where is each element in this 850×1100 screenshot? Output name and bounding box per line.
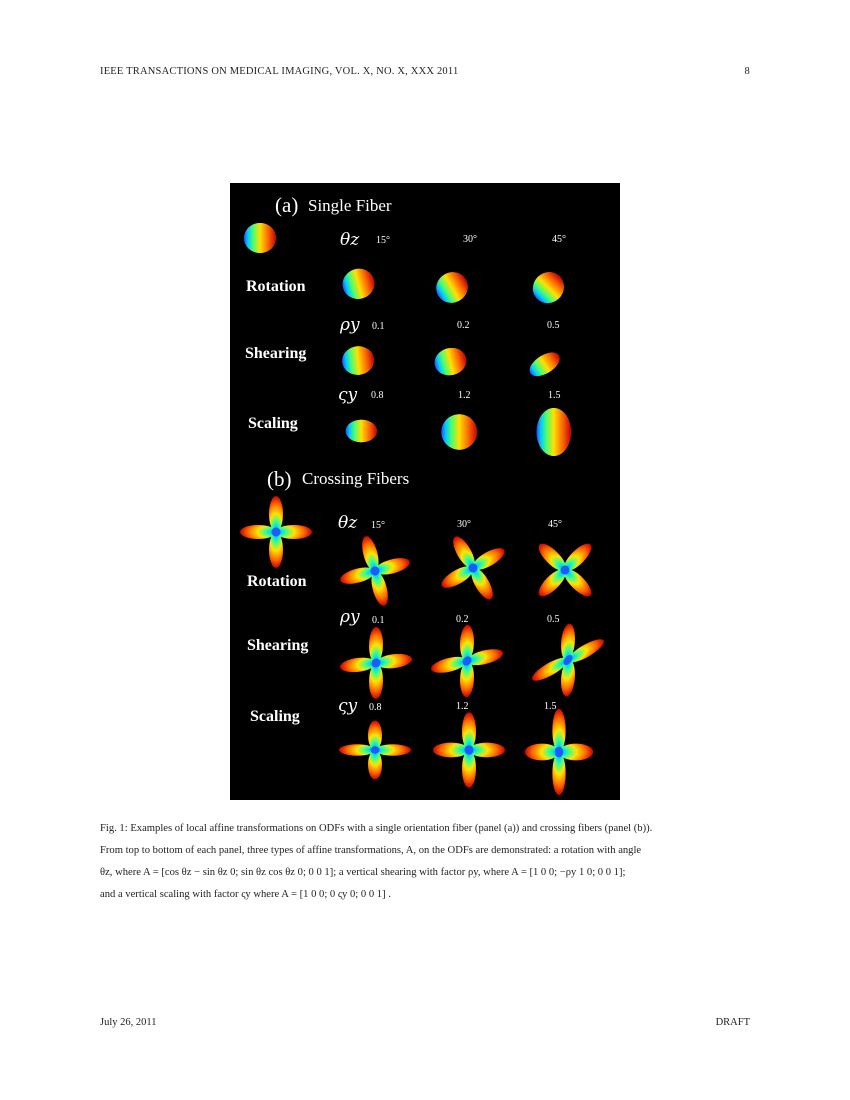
panel-b-scaling-param-3: 1.5 [544, 701, 557, 712]
panel-b-scaling-param-2: 1.2 [456, 701, 469, 712]
panel-b-row-rotation-label: Rotation [247, 573, 307, 590]
panel-b-shearing-odf-2 [431, 617, 503, 704]
panel-a-shearing-odf-1 [341, 345, 376, 377]
panel-a-row-rotation-symbol: θz [340, 230, 360, 250]
panel-a-rotation-odf-15 [339, 265, 378, 302]
panel-a-shearing-param-3: 0.5 [547, 320, 560, 331]
panel-a-scaling-param-2: 1.2 [458, 390, 471, 401]
panel-a-rotation-odf-30 [431, 267, 474, 309]
caption-line-1-text: Examples of local affine transformations on ODFs with a single orientation fiber (panel (a)) and crossing fibers (panel (b)). [130, 823, 653, 834]
panel-b-rotation-param-2: 30° [457, 519, 471, 530]
panel-b-row-scaling-symbol: ςy [338, 696, 358, 716]
panel-a-rotation-param-2: 30° [463, 234, 477, 245]
panel-a-scaling-odf-1 [346, 420, 377, 443]
panel-a-scaling-param-3: 1.5 [548, 390, 561, 401]
panel-b-rotation-odf-45 [514, 519, 616, 621]
panel-b-scaling-odf-3 [525, 709, 593, 795]
figure-canvas [230, 183, 620, 800]
journal-header: IEEE TRANSACTIONS ON MEDICAL IMAGING, VOL. X, NO. X, XXX 2011 [100, 66, 459, 77]
panel-b-tag: (b) [267, 467, 292, 491]
panel-a-tag: (a) [275, 193, 299, 217]
panel-b-shearing-odf-3 [532, 606, 604, 715]
panel-a-rotation-odf-45 [526, 266, 570, 310]
panel-a-shearing-param-2: 0.2 [457, 320, 470, 331]
panel-b-shearing-param-1: 0.1 [372, 615, 385, 626]
panel-b-reference-odf [240, 496, 312, 568]
panel-a-scaling-param-1: 0.8 [371, 390, 384, 401]
panel-b-shearing-param-3: 0.5 [547, 614, 560, 625]
panel-a-shearing-param-1: 0.1 [372, 321, 385, 332]
panel-b-row-rotation-symbol: θz [338, 513, 358, 533]
panel-b-title: Crossing Fibers [302, 469, 410, 488]
panel-a-scaling-odf-2 [441, 414, 477, 449]
panel-b-rotation-odf-15 [331, 527, 419, 615]
panel-a-shearing-odf-3 [526, 348, 564, 381]
panel-a-title: Single Fiber [308, 196, 392, 215]
footer-status: DRAFT [715, 1017, 750, 1028]
panel-b-rotation-param-1: 15° [371, 520, 385, 531]
panel-b-rotation-param-3: 45° [548, 519, 562, 530]
panel-b-row-shearing-label: Shearing [247, 637, 309, 654]
panel-b-shearing-odf-1 [340, 623, 412, 703]
caption-line-1 [100, 818, 752, 840]
panel-a-scaling-odf-3 [537, 408, 572, 456]
panel-b-scaling-odf-1 [339, 720, 411, 779]
caption-line-4: and a vertical scaling with factor ςy where A = [1 0 0; 0 ςy 0; 0 0 1] . [100, 889, 391, 900]
panel-b-scaling-param-1: 0.8 [369, 702, 382, 713]
panel-a-shearing-odf-2 [432, 345, 470, 379]
panel-b-scaling-odf-2 [433, 712, 505, 788]
page-number: 8 [744, 66, 750, 77]
panel-a-rotation-param-1: 15° [376, 235, 390, 246]
panel-b-row-scaling-label: Scaling [250, 708, 300, 725]
panel-b-shearing-param-2: 0.2 [456, 614, 469, 625]
figure-odf-transformations [230, 183, 620, 800]
panel-a-row-scaling-label: Scaling [248, 415, 298, 432]
page-header [100, 66, 750, 82]
panel-a-row-rotation-label: Rotation [246, 278, 306, 295]
panel-a-row-shearing-label: Shearing [245, 345, 307, 362]
caption-label: Fig. 1: [100, 823, 128, 834]
panel-a-reference-odf [244, 223, 276, 253]
panel-b-rotation-odf-30 [424, 519, 522, 617]
panel-a-rotation-param-3: 45° [552, 234, 566, 245]
footer-date: July 26, 2011 [100, 1017, 157, 1028]
page-footer [100, 1017, 750, 1033]
caption-line-3: θz, where A = [cos θz − sin θz 0; sin θz cos θz 0; 0 0 1]; a vertical shearing with factor ρy, where A = [1 0 0; −ρy 1 0; 0 0 1]; [100, 867, 626, 878]
figure-caption [100, 818, 752, 906]
panel-a-row-scaling-symbol: ςy [338, 385, 358, 405]
caption-line-2: From top to bottom of each panel, three types of affine transformations, A, on the ODFs are demonstrated: a rotation with angle [100, 845, 642, 856]
panel-a-row-shearing-symbol: ρy [340, 315, 360, 335]
panel-b-row-shearing-symbol: ρy [340, 607, 360, 627]
